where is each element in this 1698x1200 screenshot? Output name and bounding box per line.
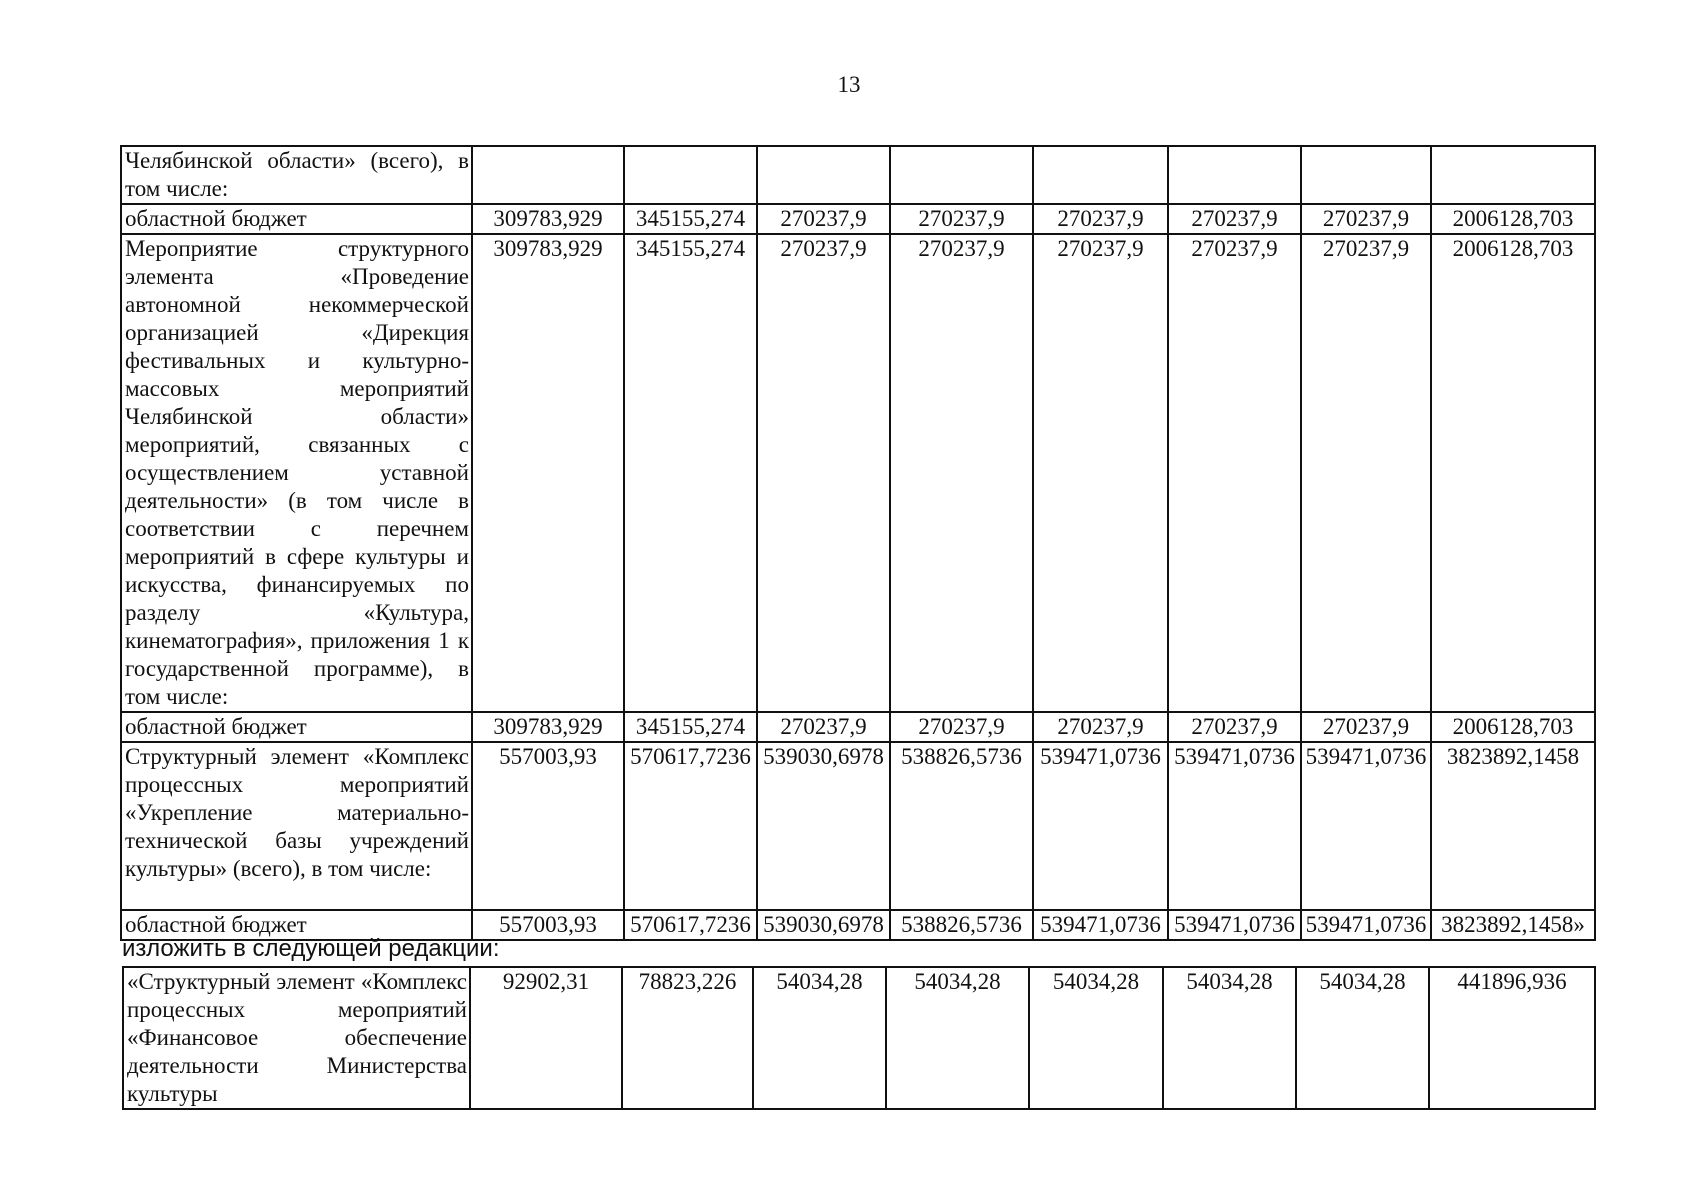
value-cell: 2006128,703 <box>1431 204 1595 234</box>
value-cell: 270237,9 <box>1168 712 1301 742</box>
value-cell: 539471,0736 <box>1033 910 1168 940</box>
value-cell: 2006128,703 <box>1431 234 1595 712</box>
table-row <box>121 712 1595 742</box>
budget-table-top <box>120 145 1596 941</box>
value-cell: 309783,929 <box>472 712 624 742</box>
value-cell: 539471,0736 <box>1033 742 1168 910</box>
value-cell <box>757 146 890 204</box>
table-row <box>121 742 1595 910</box>
value-cell: 345155,274 <box>624 712 757 742</box>
value-cell <box>1431 146 1595 204</box>
value-cell: 270237,9 <box>1301 712 1431 742</box>
value-cell <box>1168 146 1301 204</box>
value-cell: 54034,28 <box>1029 967 1163 1109</box>
value-cell: 78823,226 <box>622 967 753 1109</box>
value-cell: 270237,9 <box>1168 204 1301 234</box>
table-row <box>123 967 1595 1109</box>
row-label: Структурный элемент «Комплекс процессных мероприятий «Укрепление материально-технической базы учреждений культуры» (всего), в том числе: <box>121 742 472 910</box>
row-label: Мероприятие структурного элемента «Проведение автономной некоммерческой организацией «Дирекция фестивальных и культурно-массовых мероприятий Челябинской области» мероприятий, связанных с осуществлением уставной деятельности» (в том числе в соответствии с перечнем мероприятий в сфере культуры и искусства, финансируемых по разделу «Культура, кинематография», приложения 1 к государственной программе), в том числе: <box>121 234 472 712</box>
value-cell: 54034,28 <box>753 967 886 1109</box>
value-cell: 309783,929 <box>472 234 624 712</box>
value-cell: 539471,0736 <box>1301 742 1431 910</box>
value-cell: 570617,7236 <box>624 910 757 940</box>
value-cell: 539030,6978 <box>757 742 890 910</box>
row-label: областной бюджет <box>121 712 472 742</box>
value-cell: 345155,274 <box>624 204 757 234</box>
row-label: Челябинской области» (всего), в том числе: <box>121 146 472 204</box>
value-cell <box>624 146 757 204</box>
value-cell: 270237,9 <box>890 712 1033 742</box>
value-cell: 309783,929 <box>472 204 624 234</box>
value-cell: 270237,9 <box>1301 204 1431 234</box>
page-number: 13 <box>837 72 861 97</box>
row-label: областной бюджет <box>121 204 472 234</box>
value-cell: 538826,5736 <box>890 742 1033 910</box>
value-cell: 539471,0736 <box>1301 910 1431 940</box>
value-cell: 54034,28 <box>886 967 1029 1109</box>
value-cell: 538826,5736 <box>890 910 1033 940</box>
value-cell: 539471,0736 <box>1168 910 1301 940</box>
row-label: «Структурный элемент «Комплекс процессных мероприятий «Финансовое обеспечение деятельности Министерства культуры <box>123 967 470 1109</box>
value-cell: 3823892,1458» <box>1431 910 1595 940</box>
value-cell: 570617,7236 <box>624 742 757 910</box>
value-cell <box>472 146 624 204</box>
table-row <box>121 234 1595 712</box>
value-cell: 539471,0736 <box>1168 742 1301 910</box>
value-cell: 539030,6978 <box>757 910 890 940</box>
value-cell: 270237,9 <box>890 234 1033 712</box>
value-cell: 270237,9 <box>1033 234 1168 712</box>
value-cell: 270237,9 <box>757 204 890 234</box>
budget-table-bottom <box>122 966 1596 1110</box>
value-cell: 441896,936 <box>1429 967 1595 1109</box>
value-cell: 3823892,1458 <box>1431 742 1595 910</box>
value-cell <box>1033 146 1168 204</box>
value-cell: 557003,93 <box>472 742 624 910</box>
value-cell: 92902,31 <box>470 967 622 1109</box>
value-cell: 270237,9 <box>1033 712 1168 742</box>
value-cell <box>890 146 1033 204</box>
value-cell <box>1301 146 1431 204</box>
value-cell: 54034,28 <box>1163 967 1296 1109</box>
row-label: областной бюджет <box>121 910 472 940</box>
value-cell: 270237,9 <box>1301 234 1431 712</box>
value-cell: 2006128,703 <box>1431 712 1595 742</box>
value-cell: 270237,9 <box>1033 204 1168 234</box>
table-row <box>121 204 1595 234</box>
value-cell: 270237,9 <box>1168 234 1301 712</box>
value-cell: 345155,274 <box>624 234 757 712</box>
table-row <box>121 146 1595 204</box>
value-cell: 54034,28 <box>1296 967 1429 1109</box>
instruction-text: изложить в следующей редакции: <box>122 935 500 962</box>
value-cell: 270237,9 <box>890 204 1033 234</box>
value-cell: 270237,9 <box>757 234 890 712</box>
value-cell: 270237,9 <box>757 712 890 742</box>
value-cell: 557003,93 <box>472 910 624 940</box>
